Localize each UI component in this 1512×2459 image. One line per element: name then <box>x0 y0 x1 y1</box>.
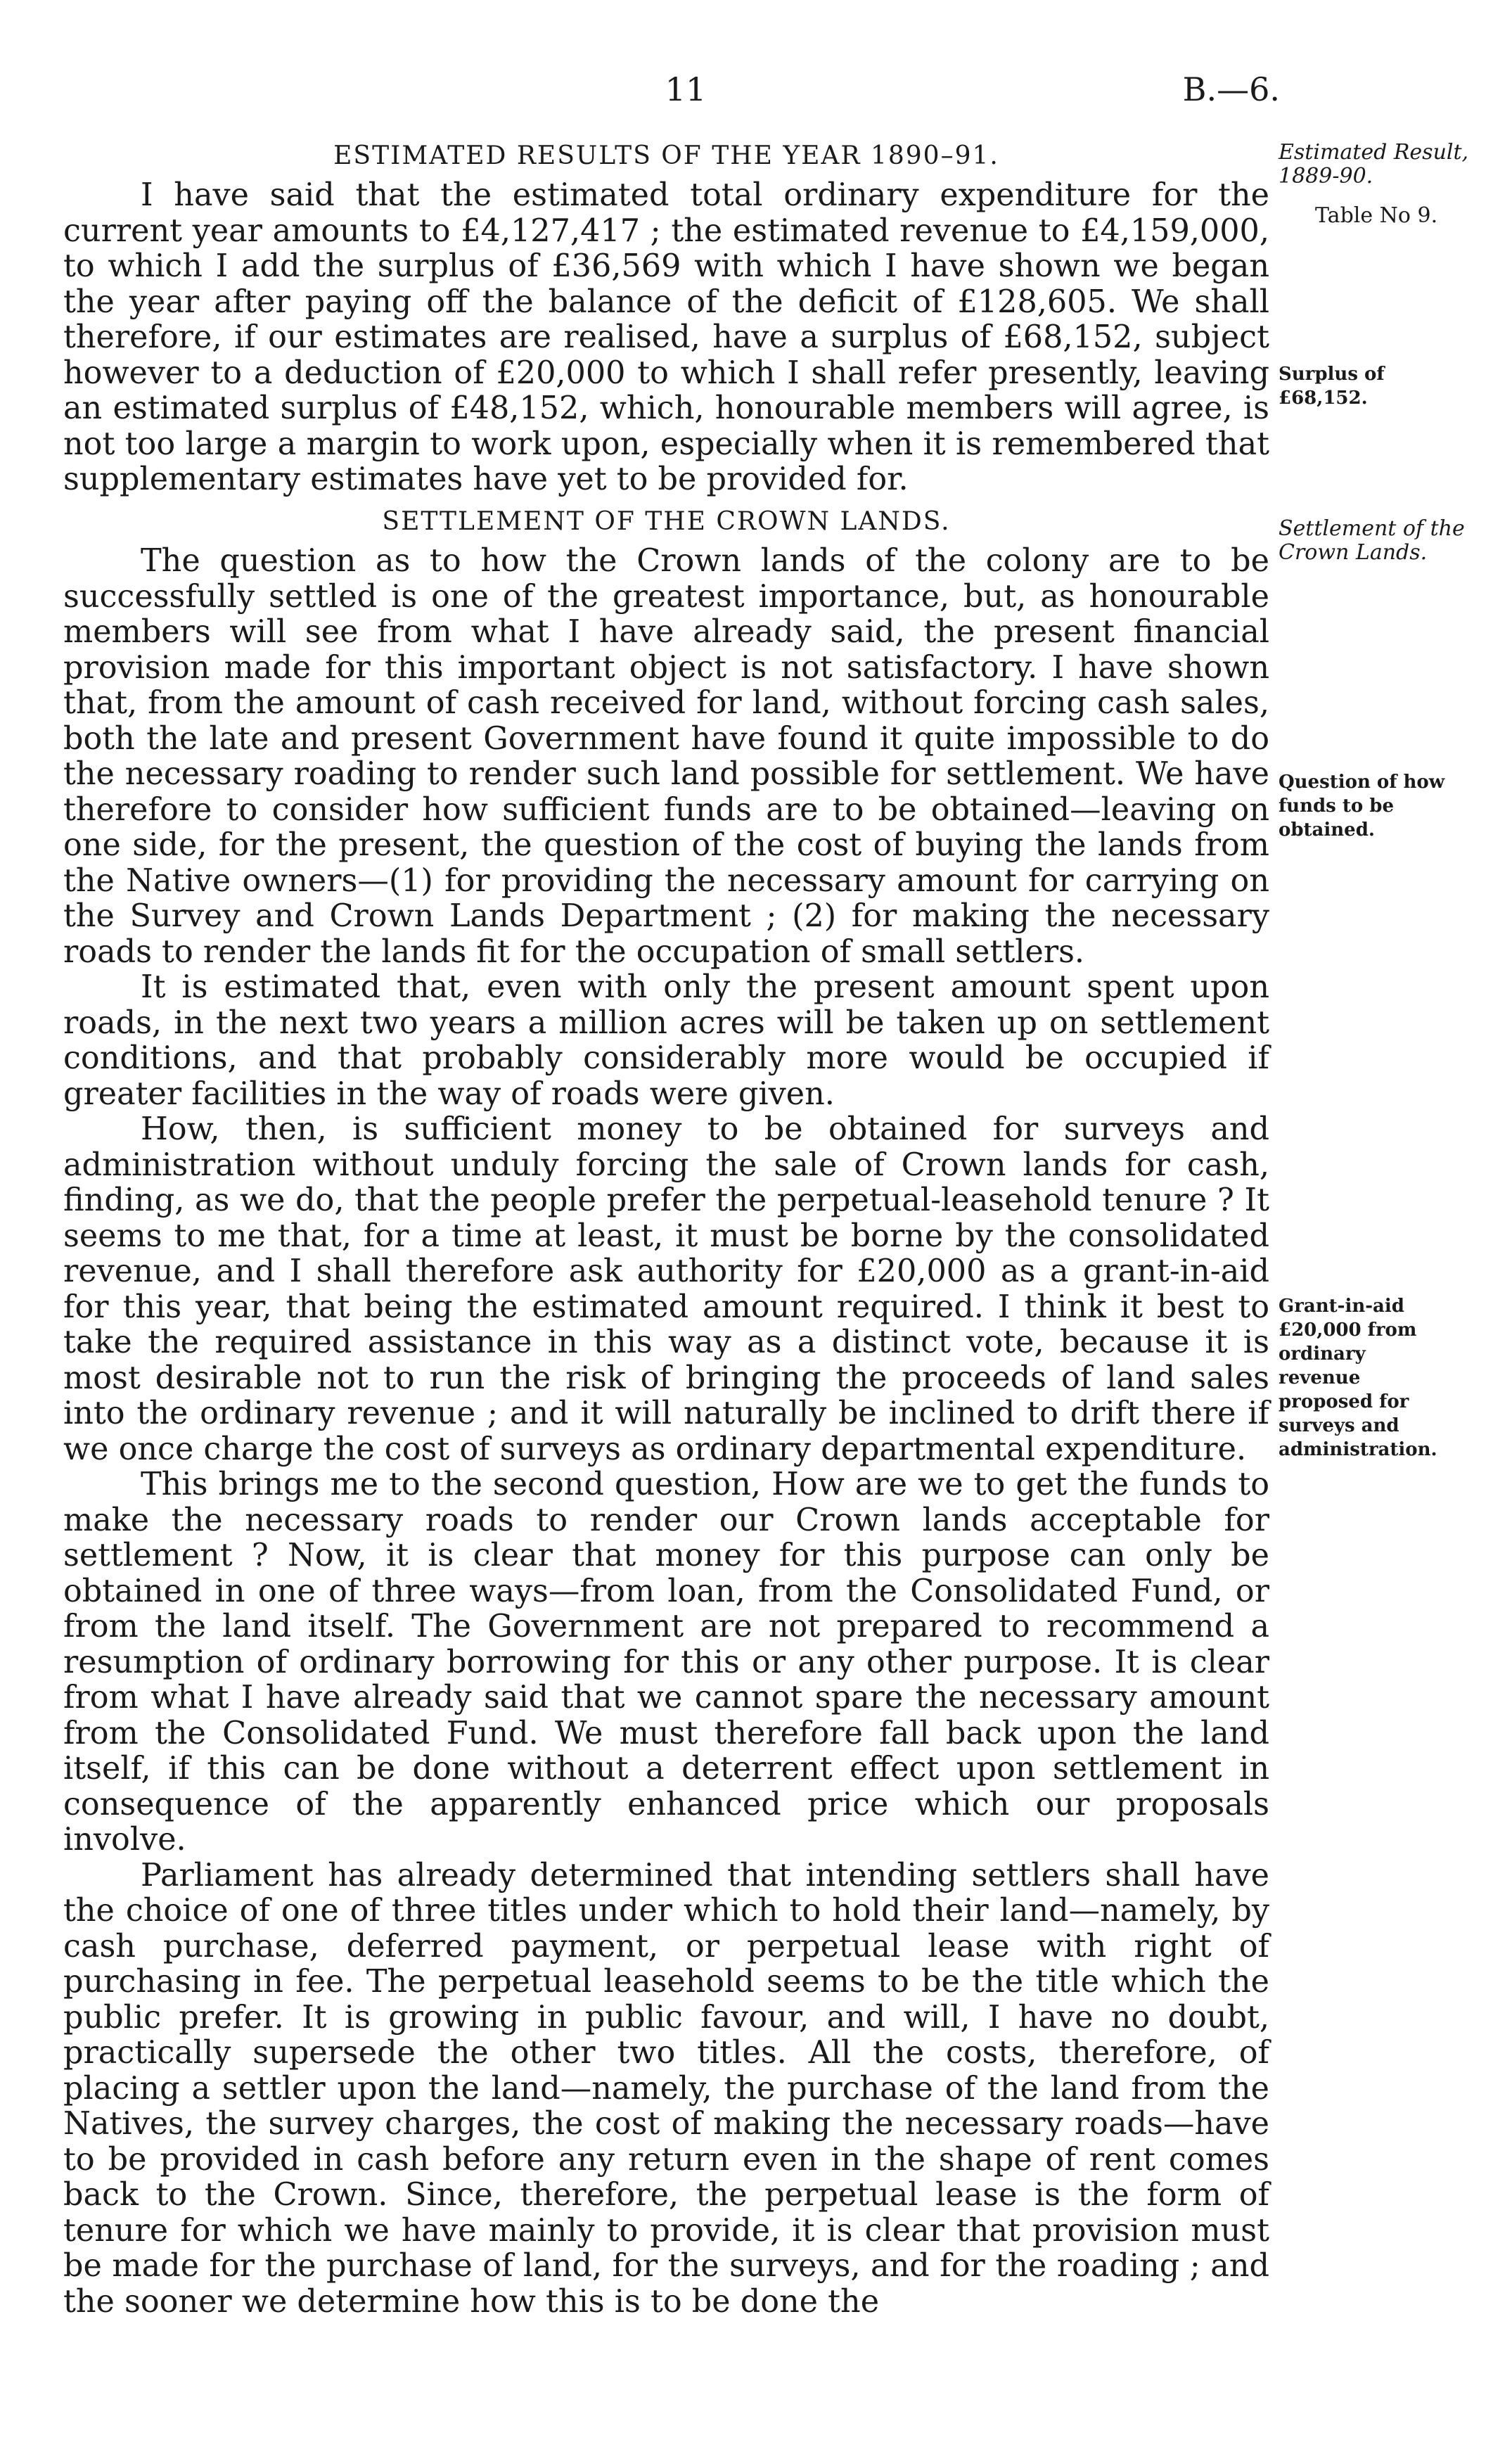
paragraph: It is estimated that, even with only the present amount spent upon roads, in the next two years a million acres will be taken up on settlement conditions, and that probably considerably more would be occupied if greater facilities in the way of roads were given. <box>63 969 1269 1112</box>
paragraph: This brings me to the second question, How are we to get the funds to make the necessary roads to render our Crown lands acceptable for settlement ? Now, it is clear that money for this purpose can only be obtained in one of three ways—from loan, from the Consolidated Fund, or from the land itself. The Government are not prepared to recommend a resumption of ordinary borrowing for this or any other purpose. It is clear from what I have already said that we cannot spare the necessary amount from the Consolidated Fund. We must therefore fall back upon the land itself, if this can be done without a deterrent effect upon settlement in consequence of the apparently enhanced price which our proposals involve. <box>63 1467 1269 1858</box>
margin-note-table-ref: Table No 9. <box>1315 203 1438 228</box>
margin-note-grant-in-aid: Grant-in-aid £20,000 from ordinary revenue proposed for surveys and administration. <box>1279 1296 1437 1460</box>
main-column <box>63 137 1269 498</box>
paragraph: How, then, is sufficient money to be obtained for surveys and administration without unduly forcing the sale of Crown lands for cash, finding, as we do, that the people prefer the perpetual-leasehold tenure ? It seems to me that, for a time at least, it must be borne by the consolidated revenue, and I shall therefore ask authority for £20,000 as a grant-in-aid for this year, that being the estimated amount required. I think it best to take the required assistance in this way as a distinct vote, because it is most desirable not to run the risk of bringing the proceeds of land sales into the ordinary revenue ; and it will naturally be inclined to drift there if we once charge the cost of surveys as ordinary departmental expenditure. <box>63 1111 1269 1467</box>
margin-note-surplus: Surplus of £68,152. <box>1279 364 1385 409</box>
page-number: 11 <box>665 70 707 108</box>
section-heading-crown-lands: SETTLEMENT OF THE CROWN LANDS. <box>382 507 951 536</box>
paragraph: I have said that the estimated total ordinary expenditure for the current year amounts to £4,127,417 ; the estimated revenue to £4,159,000, to which I add the surplus of £36,569 with which I have shown we began the year after paying off the balance of the deficit of £128,605. We shall therefore, if our estimates are realised, have a surplus of £68,152, subject however to a deduction of £20,000 to which I shall refer presently, leaving an estimated surplus of £48,152, which, honourable members will agree, is not too large a margin to work upon, especially when it is remembered that supplementary estimates have yet to be provided for. <box>63 177 1269 497</box>
margin-note-estimated-result: Estimated Result, 1889-90. <box>1279 140 1469 189</box>
main-column-crown-lands <box>63 503 1269 2320</box>
paragraph: Parliament has already determined that intending settlers shall have the choice of one of three titles under which to hold their land—namely, by cash purchase, deferred payment, or perpetual lease with right of purchasing in fee. The perpetual leasehold seems to be the title which the public prefer. It is growing in public favour, and will, I have no doubt, practically supersede the other two titles. All the costs, therefore, of placing a settler upon the land—namely, the purchase of the land from the Natives, the survey charges, the cost of making the necessary roads—have to be provided in cash before any return even in the shape of rent comes back to the Crown. Since, therefore, the perpetual lease is the form of tenure for which we have mainly to provide, it is clear that provision must be made for the purchase of land, for the surveys, and for the roading ; and the sooner we determine how this is to be done the <box>63 1857 1269 2320</box>
margin-note-settlement: Settlement of the Crown Lands. <box>1279 516 1465 565</box>
section-heading-estimated-results: ESTIMATED RESULTS OF THE YEAR 1890–91. <box>333 141 999 170</box>
page-code: B.—6. <box>1182 70 1280 108</box>
margin-note-question-funds: Question of how funds to be obtained. <box>1279 772 1445 841</box>
paragraph: The question as to how the Crown lands of the colony are to be successfully settled is one of the greatest importance, but, as honourable members will see from what I have already said, the present financial provision made for this important object is not satisfactory. I have shown that, from the amount of cash received for land, without forcing cash sales, both the late and present Government have found it quite impossible to do the necessary roading to render such land possible for settlement. We have therefore to consider how sufficient funds are to be obtained—leaving on one side, for the present, the question of the cost of buying the lands from the Native owners—(1) for providing the necessary amount for carrying on the Survey and Crown Lands Department ; (2) for making the necessary roads to render the lands fit for the occupation of small settlers. <box>63 543 1269 970</box>
